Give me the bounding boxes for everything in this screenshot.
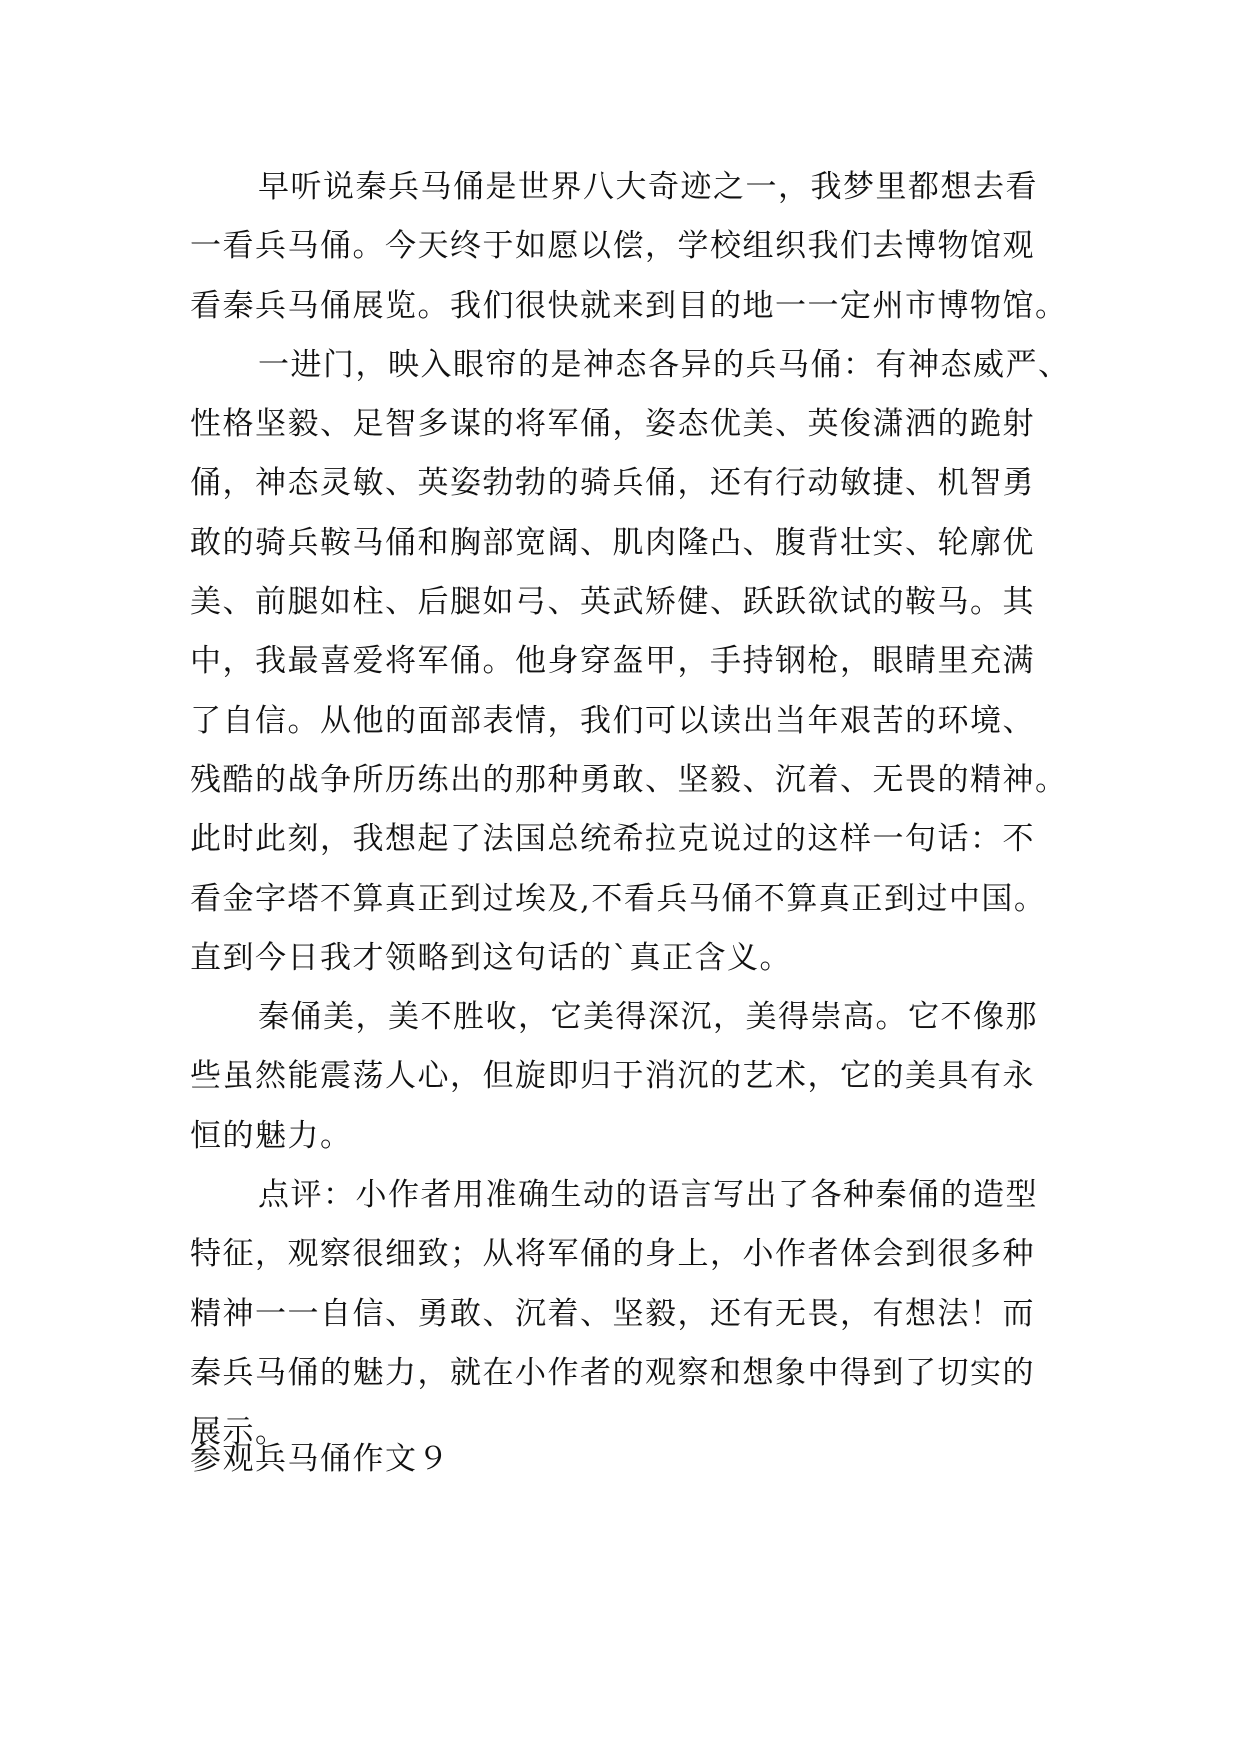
text-line: 秦俑美，美不胜收，它美得深沉，美得崇高。它不像那 (258, 999, 1038, 1036)
text-line: 恒的魅力。 (190, 1117, 353, 1154)
text-line: 秦兵马俑的魅力，就在小作者的观察和想象中得到了切实的 (190, 1354, 1035, 1391)
text-line: 点评：小作者用准确生动的语言写出了各种秦俑的造型 (258, 1177, 1038, 1214)
text-line: 了自信。从他的面部表情，我们可以读出当年艰苦的环境、 (190, 702, 1035, 739)
text-line: 一看兵马俑。今天终于如愿以偿，学校组织我们去博物馆观 (190, 228, 1035, 265)
paragraph-beauty (190, 988, 1060, 1166)
text-line: 性格坚毅、足智多谋的将军俑，姿态优美、英俊潇洒的跪射 (190, 406, 1035, 443)
text-line: 些虽然能震荡人心，但旋即归于消沉的艺术，它的美具有永 (190, 1058, 1035, 1095)
text-line: 中，我最喜爱将军俑。他身穿盔甲，手持钢枪，眼睛里充满 (190, 643, 1035, 680)
text-line: 一进门，映入眼帘的是神态各异的兵马俑：有神态威严、 (258, 346, 1071, 383)
text-line: 精神一一自信、勇敢、沉着、坚毅，还有无畏，有想法！而 (190, 1295, 1035, 1332)
text-line: 特征，观察很细致；从将军俑的身上，小作者体会到很多种 (190, 1236, 1035, 1273)
section-heading: 参观兵马俑作文９ (190, 1441, 450, 1477)
article-body (190, 158, 1071, 1463)
text-line: 展示。 (190, 1414, 288, 1451)
text-line: 残酷的战争所历练出的那种勇敢、坚毅、沉着、无畏的精神。 (190, 761, 1068, 798)
text-line: 敢的骑兵鞍马俑和胸部宽阔、肌肉隆凸、腹背壮实、轮廓优 (190, 524, 1035, 561)
paragraph-intro (190, 158, 1068, 336)
paragraph-comment (190, 1166, 1060, 1462)
text-line: 早听说秦兵马俑是世界八大奇迹之一，我梦里都想去看 (258, 169, 1038, 205)
text-line: 看秦兵马俑展览。我们很快就来到目的地一一定州市博物馆。 (190, 287, 1068, 324)
paragraph-description (190, 336, 1071, 988)
text-line: 俑，神态灵敏、英姿勃勃的骑兵俑，还有行动敏捷、机智勇 (190, 465, 1035, 502)
text-line: 看金字塔不算真正到过埃及,不看兵马俑不算真正到过中国。 (190, 880, 1047, 917)
text-line: 直到今日我才领略到这句话的`真正含义。 (190, 939, 792, 976)
text-line: 美、前腿如柱、后腿如弓、英武矫健、跃跃欲试的鞍马。其 (190, 584, 1035, 621)
text-line: 此时此刻，我想起了法国总统希拉克说过的这样一句话：不 (190, 821, 1035, 858)
